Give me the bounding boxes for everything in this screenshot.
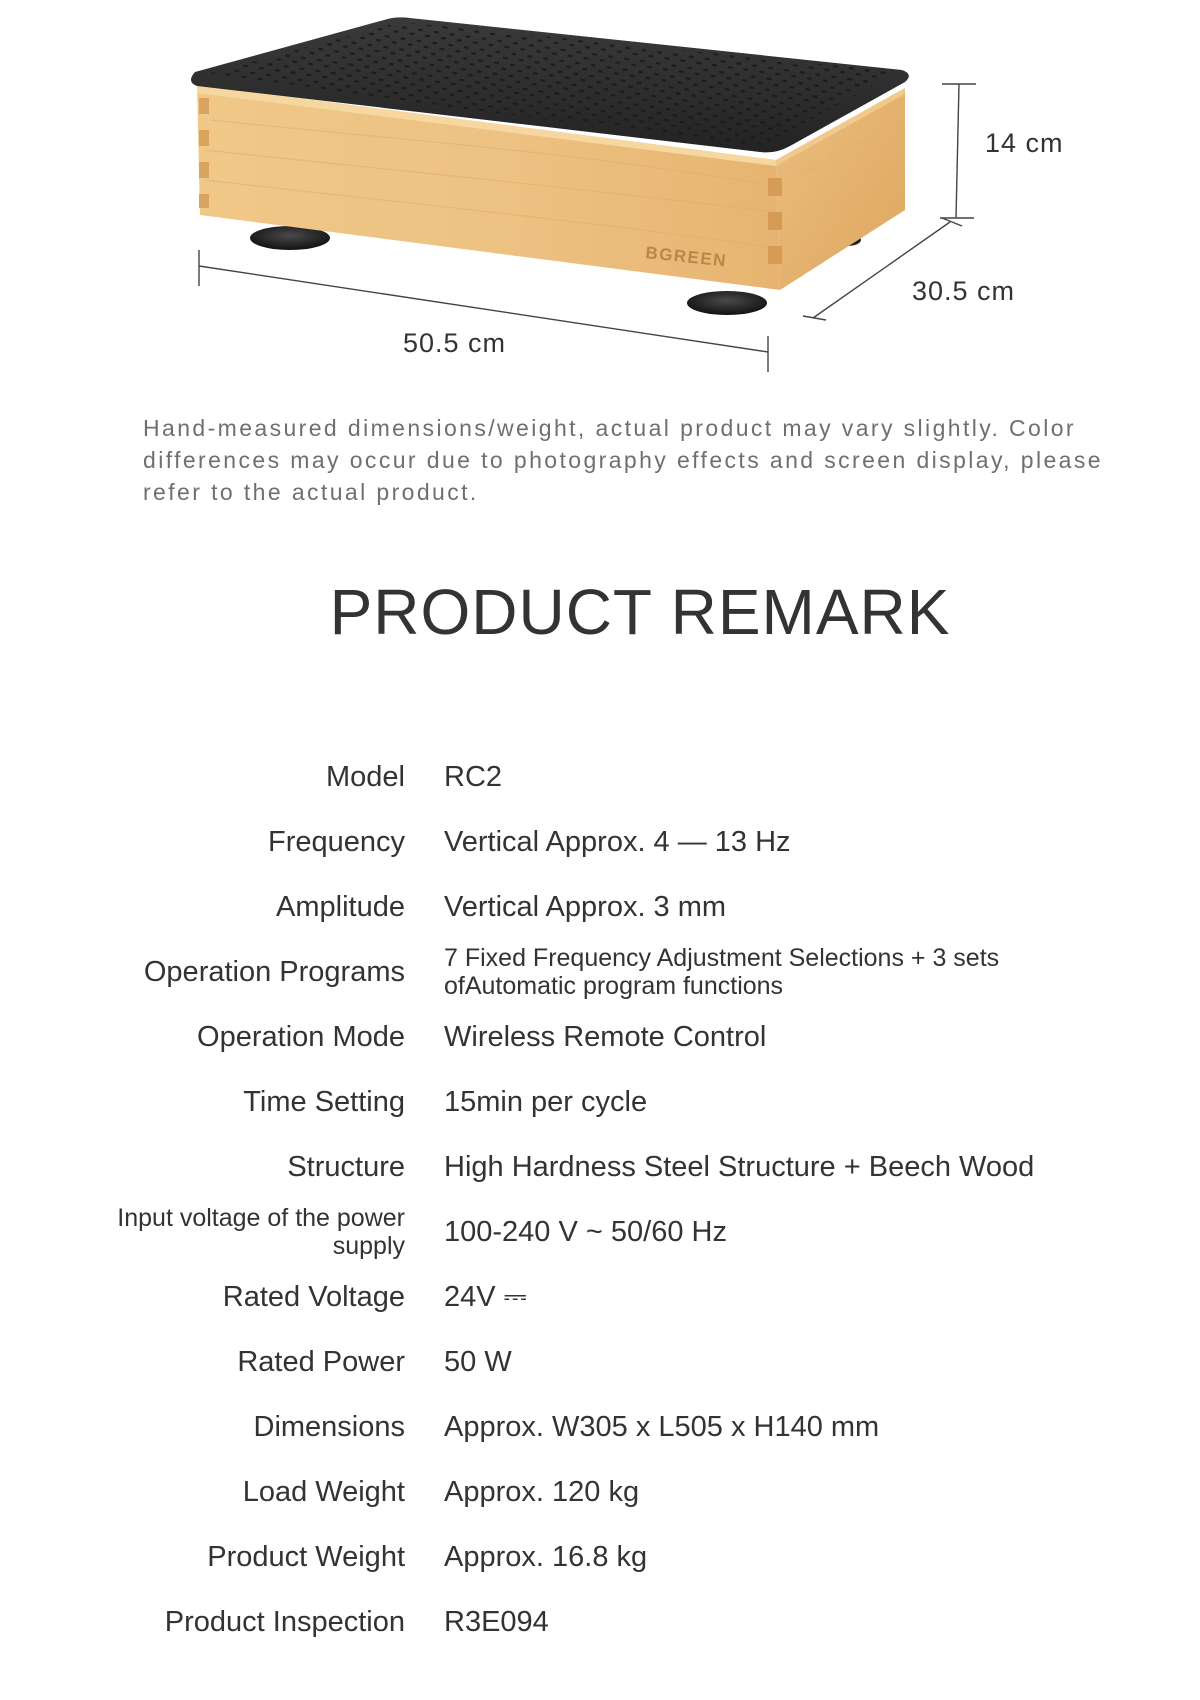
spec-row: [0, 1070, 1200, 1134]
spec-row: [0, 1330, 1200, 1394]
brand-mark: BGREEN: [644, 243, 728, 271]
spec-value: Approx. 16.8 kg: [444, 1540, 648, 1573]
spec-value: RC2: [444, 760, 503, 793]
spec-label: Rated Power: [237, 1345, 405, 1378]
spec-row: [0, 875, 1200, 939]
spec-label: Model: [326, 760, 405, 793]
spec-label: Time Setting: [243, 1085, 405, 1118]
depth-dimension-label: 30.5 cm: [912, 276, 1016, 306]
spec-row: [0, 940, 1200, 1004]
spec-label: Dimensions: [253, 1410, 405, 1443]
spec-row: [0, 1200, 1200, 1264]
spec-value: Vertical Approx. 3 mm: [444, 890, 727, 923]
section-title: PRODUCT REMARK: [329, 576, 951, 648]
product-image-section: [0, 0, 1200, 390]
spec-label: Input voltage of the power supply: [117, 1204, 405, 1260]
product-illustration: [0, 0, 1200, 390]
spec-row: [0, 1525, 1200, 1589]
spec-row: [0, 810, 1200, 874]
spec-value: 100-240 V ~ 50/60 Hz: [444, 1215, 727, 1248]
spec-row: [0, 1135, 1200, 1199]
spec-value: 24V ⎓: [444, 1280, 527, 1313]
spec-row: [0, 1395, 1200, 1459]
spec-row: [0, 1005, 1200, 1069]
spec-label: Structure: [287, 1150, 405, 1183]
spec-value: Wireless Remote Control: [444, 1020, 767, 1053]
spec-label: Product Inspection: [164, 1605, 405, 1638]
spec-label: Product Weight: [207, 1540, 405, 1573]
width-dimension-label: 50.5 cm: [403, 328, 507, 358]
spec-label: Operation Mode: [197, 1020, 405, 1053]
spec-label: Rated Voltage: [222, 1280, 405, 1313]
spec-row: [0, 745, 1200, 809]
spec-value: 50 W: [444, 1345, 512, 1378]
box-joint-corner: [768, 178, 782, 264]
spec-value: 7 Fixed Frequency Adjustment Selections + 3 sets ofAutomatic program functions: [444, 944, 1000, 1000]
spec-value: R3E094: [444, 1605, 549, 1638]
spec-value: Approx. 120 kg: [444, 1475, 640, 1508]
spec-label: Frequency: [267, 825, 405, 858]
spec-row: [0, 1590, 1200, 1654]
spec-label: Operation Programs: [143, 955, 405, 988]
height-dimension-label: 14 cm: [985, 128, 1064, 158]
spec-row: [0, 1460, 1200, 1524]
spec-label: Amplitude: [276, 890, 405, 923]
spec-value: High Hardness Steel Structure + Beech Wood: [444, 1150, 1035, 1183]
spec-value: 15min per cycle: [444, 1085, 648, 1118]
disclaimer-text: Hand-measured dimensions/weight, actual product may vary slightly. Color differences may occur due to photography effects and screen display, please refer to the actual product.: [143, 415, 1103, 505]
spec-row: [0, 1265, 1200, 1329]
spec-label: Load Weight: [242, 1475, 405, 1508]
spec-value: Vertical Approx. 4 — 13 Hz: [444, 825, 791, 858]
spec-value: Approx. W305 x L505 x H140 mm: [444, 1410, 880, 1443]
